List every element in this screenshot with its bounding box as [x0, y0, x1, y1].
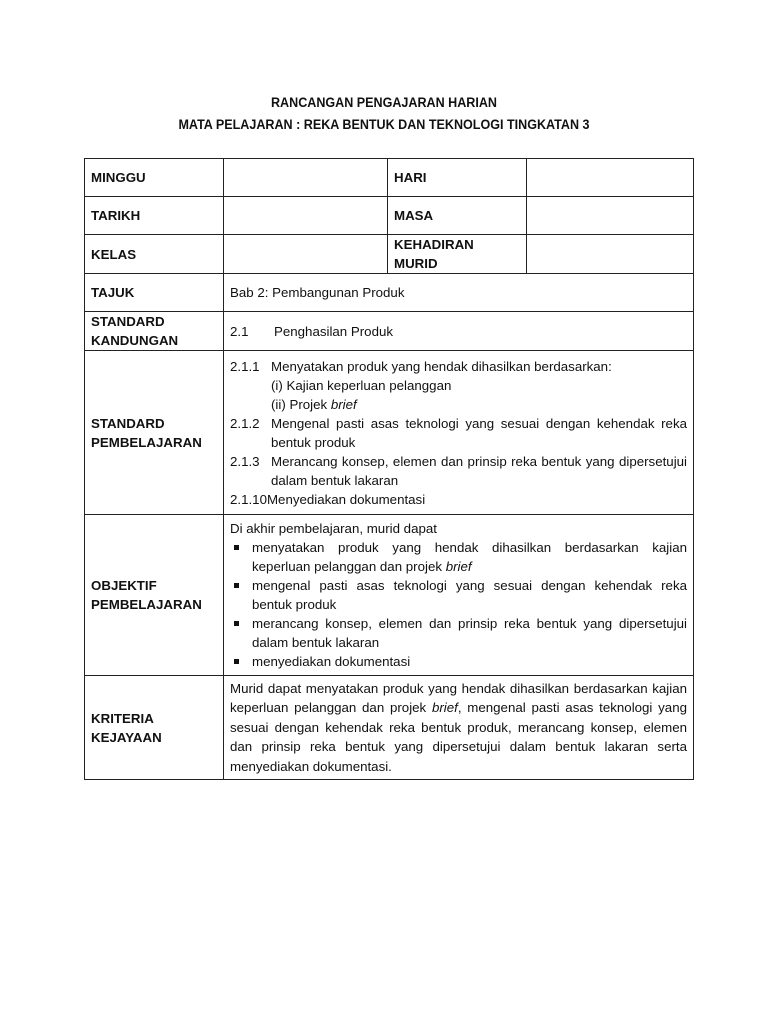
sp-sub-item-1: (i) Kajian keperluan pelanggan [271, 377, 452, 393]
standard-kandungan-value [224, 312, 694, 351]
objektif-item-1-prefix: menyatakan produk yang hendak dihasilkan berdasarkan kajian keperluan pelanggan dan projek [252, 540, 687, 574]
list-item [230, 538, 687, 576]
kriteria-text-italic: brief [431, 700, 458, 716]
title-line-1: RANCANGAN PENGAJARAN HARIAN [270, 95, 497, 110]
tajuk-value: Bab 2: Pembangunan Produk [224, 274, 694, 312]
objektif-item-text: mengenal pasti asas teknologi yang sesuai dengan kehendak reka bentuk produk [252, 578, 687, 612]
kriteria-label [85, 676, 224, 780]
kriteria-content [224, 676, 694, 780]
lesson-plan-table [84, 158, 694, 780]
square-bullet-icon [230, 576, 252, 614]
title-line-2: MATA PELAJARAN : REKA BENTUK DAN TEKNOLOGI TINGKATAN 3 [178, 117, 590, 132]
kelas-label: KELAS [85, 235, 224, 274]
row-standard-pembelajaran [85, 351, 694, 515]
objektif-intro: Di akhir pembelajaran, murid dapat [230, 521, 437, 536]
standard-kandungan-label-line-2: KANDUNGAN [91, 333, 179, 348]
list-item [230, 652, 687, 671]
objektif-item-text: menyediakan dokumentasi [252, 654, 411, 669]
standard-kandungan-label-line-1: STANDARD [91, 314, 165, 329]
tajuk-label: TAJUK [85, 274, 224, 312]
kriteria-label-line-1: KRITERIA [91, 710, 154, 726]
list-item [230, 576, 687, 614]
list-item [230, 614, 687, 652]
sp-item-number: 2.1.10 [230, 491, 267, 507]
sp-item-text: Menyatakan produk yang hendak dihasilkan berdasarkan: [271, 358, 612, 374]
kriteria-text-prefix: Murid dapat menyatakan produk yang hendak dihasilkan berdasarkan kajian keperluan pelanggan dan projek [230, 680, 687, 716]
row-objektif [85, 515, 694, 676]
row-kriteria [85, 676, 694, 780]
objektif-item-text [252, 538, 687, 576]
standard-kandungan-text: Penghasilan Produk [274, 323, 394, 339]
hari-label: HARI [388, 159, 527, 197]
kelas-value[interactable] [224, 235, 388, 274]
standard-pembelajaran-label-line-1: STANDARD [91, 415, 165, 431]
objektif-label-line-1: OBJEKTIF [91, 578, 157, 593]
row-kelas [85, 235, 694, 274]
tarikh-value[interactable] [224, 197, 388, 235]
list-item [230, 490, 687, 509]
square-bullet-icon [230, 538, 252, 576]
masa-value[interactable] [527, 197, 694, 235]
minggu-label: MINGGU [85, 159, 224, 197]
standard-pembelajaran-content [224, 351, 694, 515]
sp-item-number: 2.1.1 [230, 358, 260, 374]
masa-label: MASA [388, 197, 527, 235]
square-bullet-icon [230, 652, 252, 671]
objektif-label-line-2: PEMBELAJARAN [91, 597, 202, 612]
sp-item-number: 2.1.2 [230, 415, 260, 431]
kehadiran-label: KEHADIRAN MURID [388, 235, 527, 274]
sp-item-text: Menyediakan dokumentasi [266, 491, 426, 507]
row-tarikh [85, 197, 694, 235]
standard-pembelajaran-label [85, 351, 224, 515]
objektif-item-1-italic: brief [445, 559, 472, 574]
objektif-content [224, 515, 694, 676]
sp-item-text: Mengenal pasti asas teknologi yang sesuai dengan kehendak reka bentuk produk [271, 415, 687, 450]
sp-sub-item-2-prefix: (ii) Projek [271, 396, 331, 412]
list-item [230, 357, 687, 376]
standard-kandungan-number: 2.1 [230, 323, 249, 339]
tarikh-label: TARIKH [85, 197, 224, 235]
sp-item-number: 2.1.3 [230, 453, 260, 469]
sp-sub-item-2-italic: brief [330, 396, 357, 412]
list-item [230, 414, 687, 452]
row-minggu [85, 159, 694, 197]
standard-pembelajaran-label-line-2: PEMBELAJARAN [91, 434, 202, 450]
row-tajuk [85, 274, 694, 312]
objektif-item-text: merancang konsep, elemen dan prinsip reka bentuk yang dipersetujui dalam bentuk lakaran [252, 616, 687, 650]
row-standard-kandungan [85, 312, 694, 351]
standard-pembelajaran-list [230, 357, 687, 509]
kriteria-text-suffix: , mengenal pasti asas teknologi yang sesuai dengan kehendak reka bentuk produk, merancang konsep, elemen dan prinsip reka bentuk yang dipersetujui dalam bentuk lakaran serta menyediakan dokumentasi. [230, 700, 687, 774]
square-bullet-icon [230, 614, 252, 652]
objektif-label [85, 515, 224, 676]
document-title [27, 92, 741, 136]
kehadiran-value[interactable] [527, 235, 694, 274]
sp-sub-item-2 [230, 395, 687, 414]
standard-kandungan-label [85, 312, 224, 351]
kriteria-label-line-2: KEJAYAAN [91, 729, 162, 745]
sp-item-text: Merancang konsep, elemen dan prinsip reka bentuk yang dipersetujui dalam bentuk lakaran [271, 453, 687, 488]
objektif-list [230, 538, 687, 671]
minggu-value[interactable] [224, 159, 388, 197]
hari-value[interactable] [527, 159, 694, 197]
list-item [230, 452, 687, 490]
